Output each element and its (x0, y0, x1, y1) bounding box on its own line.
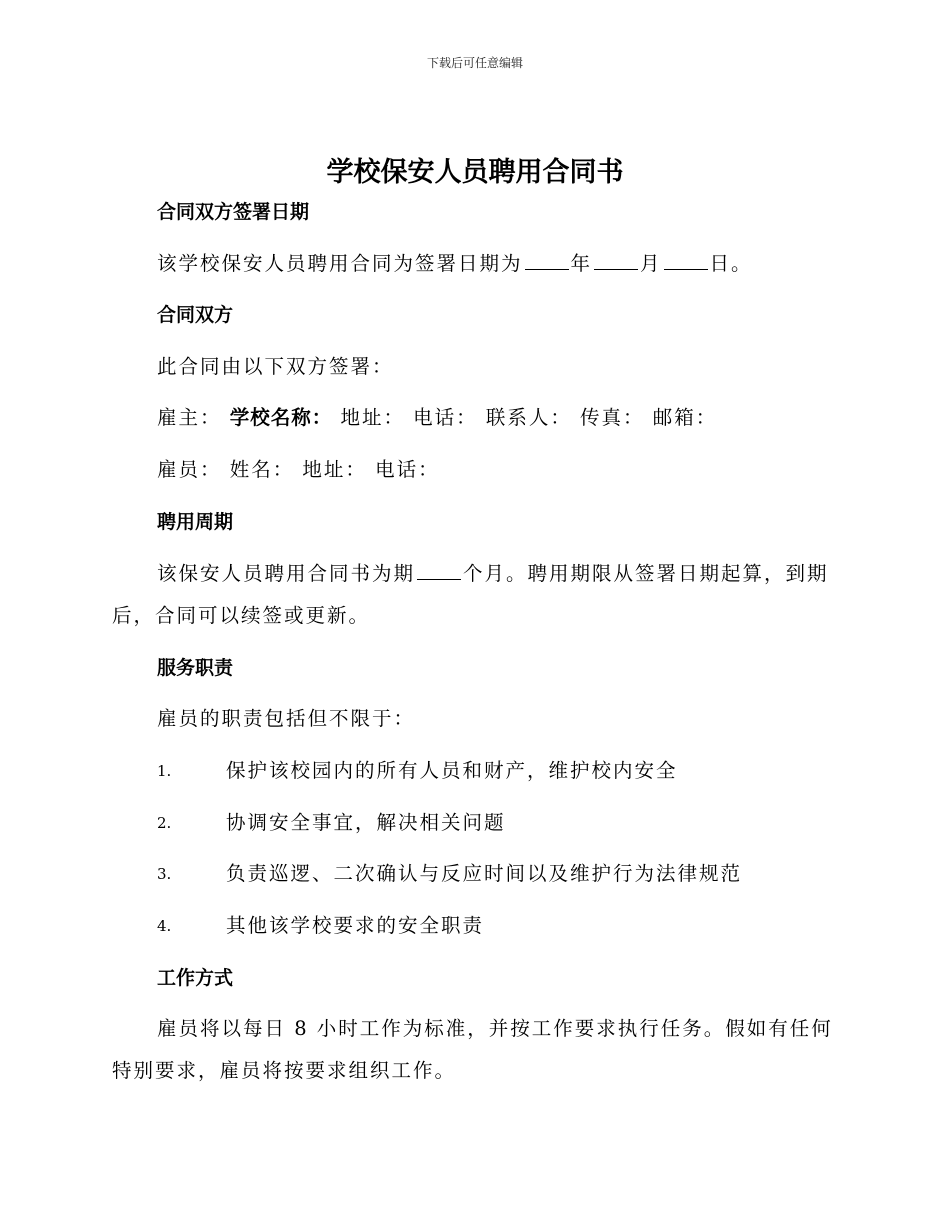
list-item: 保护该校园内的所有人员和财产，维护校内安全 (226, 759, 678, 782)
list-item: 负责巡逻、二次确认与反应时间以及维护行为法律规范 (226, 862, 743, 885)
section-heading-duties: 服务职责 (157, 657, 234, 679)
month-label: 月 (640, 252, 662, 275)
work-mode-paragraph-continued: 特别要求，雇员将按要求组织工作。 (112, 1059, 457, 1082)
section-heading-work-mode: 工作方式 (157, 967, 234, 989)
period-paragraph-continued: 后，合同可以续签或更新。 (112, 604, 371, 627)
document-title: 学校保安人员聘用合同书 (326, 157, 624, 188)
school-name-label: 学校名称： (229, 406, 333, 429)
signing-date-paragraph (157, 251, 753, 277)
duties-intro: 雇员的职责包括但不限于： (157, 707, 416, 730)
section-heading-signing-date: 合同双方签署日期 (157, 201, 310, 223)
section-heading-period: 聘用周期 (157, 511, 234, 533)
year-blank (525, 251, 569, 270)
section-heading-parties: 合同双方 (157, 304, 234, 326)
employee-line: 雇员： 姓名： 地址： 电话： (157, 458, 440, 481)
day-blank (664, 251, 708, 270)
employer-fields: 地址： 电话： 联系人： 传真： 邮箱： (340, 406, 718, 429)
signing-date-text: 该学校保安人员聘用合同为签署日期为 (157, 252, 523, 275)
list-item: 协调安全事宜，解决相关问题 (226, 811, 506, 834)
list-item-number: 2. (157, 814, 172, 832)
month-blank (594, 251, 638, 270)
day-label: 日。 (709, 252, 753, 275)
list-item: 其他该学校要求的安全职责 (226, 914, 485, 937)
header-note: 下载后可任意编辑 (426, 56, 523, 70)
period-text-after: 个月。聘用期限从签署日期起算，到期 (463, 562, 829, 585)
months-blank (417, 561, 461, 580)
period-text-before: 该保安人员聘用合同书为期 (157, 562, 416, 585)
employer-label: 雇主： (157, 406, 222, 429)
period-paragraph (157, 561, 829, 587)
year-label: 年 (570, 252, 593, 275)
list-item-number: 4. (157, 917, 172, 935)
employer-line (157, 405, 717, 431)
parties-intro: 此合同由以下双方签署： (157, 355, 394, 378)
work-mode-paragraph: 雇员将以每日 8 小时工作为标准，并按工作要求执行任务。假如有任何 (157, 1017, 833, 1040)
list-item-number: 3. (157, 865, 172, 883)
list-item-number: 1. (157, 762, 172, 780)
